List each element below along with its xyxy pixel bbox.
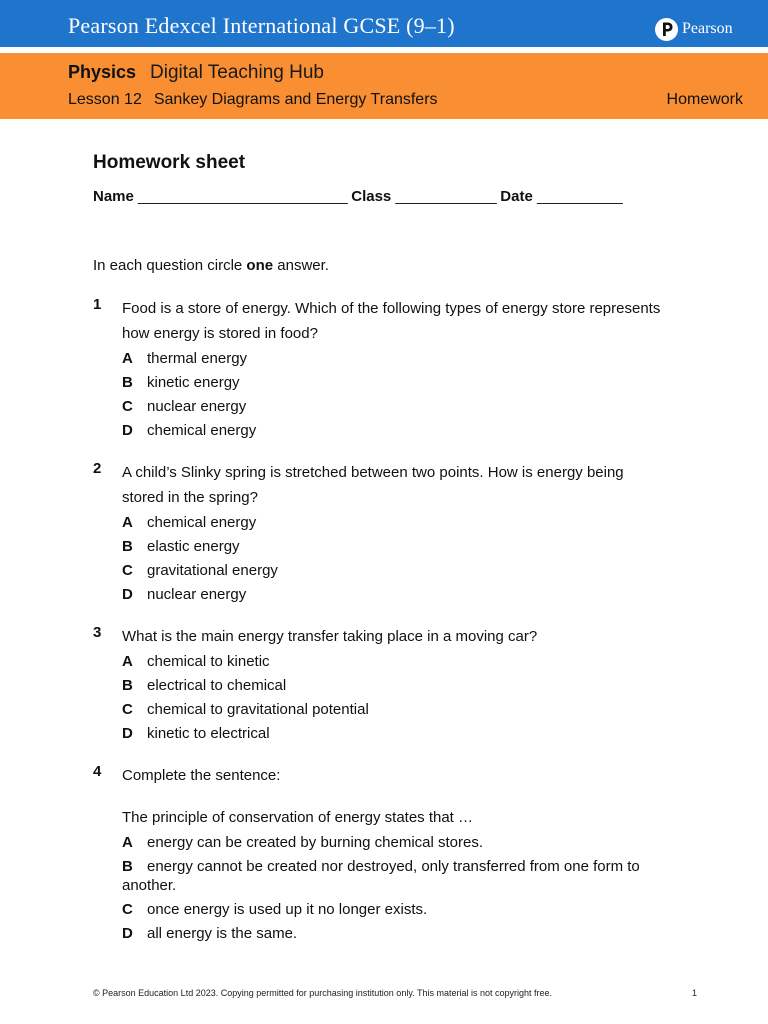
- question-1: [93, 296, 683, 445]
- option-text: kinetic to electrical: [147, 725, 270, 742]
- hub-name: Digital Teaching Hub: [150, 62, 324, 83]
- question-2: [93, 460, 683, 609]
- name-class-date-row: [93, 188, 622, 205]
- option-letter: B: [122, 538, 133, 555]
- option-letter: C: [122, 901, 133, 918]
- question-number: 2: [93, 460, 102, 477]
- option-letter: D: [122, 422, 133, 439]
- lesson-number: Lesson 12: [68, 91, 142, 108]
- lesson-title: Sankey Diagrams and Energy Transfers: [153, 91, 438, 108]
- option-text: nuclear energy: [147, 398, 247, 415]
- option-text: electrical to chemical: [147, 677, 287, 694]
- option-text: elastic energy: [147, 538, 240, 555]
- option-letter: A: [122, 514, 133, 531]
- answer-option[interactable]: [122, 373, 667, 392]
- question-number: 4: [93, 763, 102, 780]
- date-label: Date: [500, 188, 533, 205]
- option-letter: D: [122, 586, 133, 603]
- question-text: Food is a store of energy. Which of the following types of energy store represents how energy is stored in food?: [122, 300, 661, 342]
- question-3: [93, 624, 683, 748]
- copyright-notice: © Pearson Education Ltd 2023. Copying permitted for purchasing institution only. This material is not copyright free.: [93, 988, 553, 998]
- option-text: chemical energy: [147, 422, 257, 439]
- page-footer: [93, 988, 697, 998]
- question-number: 1: [93, 296, 102, 313]
- option-letter: D: [122, 725, 133, 742]
- answer-option[interactable]: [122, 676, 667, 695]
- class-blank[interactable]: _____________: [395, 188, 497, 205]
- answer-option[interactable]: [122, 397, 667, 416]
- answer-option[interactable]: [122, 561, 667, 580]
- answer-option[interactable]: [122, 421, 667, 440]
- option-letter: B: [122, 374, 133, 391]
- option-letter: A: [122, 350, 133, 367]
- pearson-p-icon: [655, 18, 678, 41]
- subject-bar: [0, 53, 768, 119]
- option-letter: A: [122, 834, 133, 851]
- lesson-row: [68, 91, 438, 109]
- answer-options: [122, 513, 667, 604]
- class-label: Class: [351, 188, 392, 205]
- option-letter: B: [122, 677, 133, 694]
- answer-option[interactable]: [122, 652, 667, 671]
- instructions-text-end: answer.: [273, 257, 329, 274]
- option-text: energy cannot be created nor destroyed, only transferred from one form to another.: [122, 858, 640, 894]
- sheet-title: Homework sheet: [93, 152, 246, 173]
- question-text: Complete the sentence:: [122, 767, 281, 784]
- question-text: What is the main energy transfer taking place in a moving car?: [122, 628, 538, 645]
- answer-option[interactable]: [122, 857, 667, 895]
- answer-option[interactable]: [122, 924, 667, 943]
- option-text: gravitational energy: [147, 562, 278, 579]
- option-letter: C: [122, 701, 133, 718]
- name-label: Name: [93, 188, 134, 205]
- option-text: all energy is the same.: [147, 925, 298, 942]
- subject-row: [68, 62, 324, 84]
- option-text: thermal energy: [147, 350, 248, 367]
- option-text: nuclear energy: [147, 586, 247, 603]
- answer-option[interactable]: [122, 349, 667, 368]
- header-title: Pearson Edexcel International GCSE (9–1): [68, 13, 455, 38]
- instructions-text: In each question circle: [93, 257, 247, 274]
- homework-tag: Homework: [666, 91, 743, 108]
- name-blank[interactable]: ___________________________: [138, 188, 348, 205]
- instructions-emphasis: one: [246, 257, 274, 274]
- header-bar: [0, 0, 768, 47]
- answer-option[interactable]: [122, 537, 667, 556]
- option-text: once energy is used up it no longer exists.: [147, 901, 428, 918]
- instructions: [93, 257, 329, 274]
- answer-options: [122, 833, 667, 943]
- page-number: 1: [691, 988, 697, 998]
- option-letter: C: [122, 398, 133, 415]
- answer-options: [122, 349, 667, 440]
- subject-name: Physics: [68, 62, 137, 82]
- option-text: energy can be created by burning chemical stores.: [147, 834, 484, 851]
- option-text: chemical to kinetic: [147, 653, 270, 670]
- option-text: chemical to gravitational potential: [147, 701, 369, 718]
- answer-option[interactable]: [122, 900, 667, 919]
- option-text: kinetic energy: [147, 374, 240, 391]
- pearson-logo-text: Pearson: [682, 20, 733, 37]
- answer-option[interactable]: [122, 724, 667, 743]
- option-letter: D: [122, 925, 133, 942]
- pearson-logo: [655, 17, 733, 41]
- answer-option[interactable]: [122, 833, 667, 852]
- answer-option[interactable]: [122, 513, 667, 532]
- option-text: chemical energy: [147, 514, 257, 531]
- answer-option[interactable]: [122, 585, 667, 604]
- answer-option[interactable]: [122, 700, 667, 719]
- option-letter: A: [122, 653, 133, 670]
- question-text: A child’s Slinky spring is stretched between two points. How is energy being stored in the spring?: [122, 464, 624, 506]
- option-letter: C: [122, 562, 133, 579]
- question-number: 3: [93, 624, 102, 641]
- question-4: [93, 763, 683, 948]
- answer-options: [122, 652, 667, 743]
- question-prompt: The principle of conservation of energy states that …: [122, 809, 474, 826]
- date-blank[interactable]: ___________: [536, 188, 623, 205]
- option-letter: B: [122, 858, 133, 875]
